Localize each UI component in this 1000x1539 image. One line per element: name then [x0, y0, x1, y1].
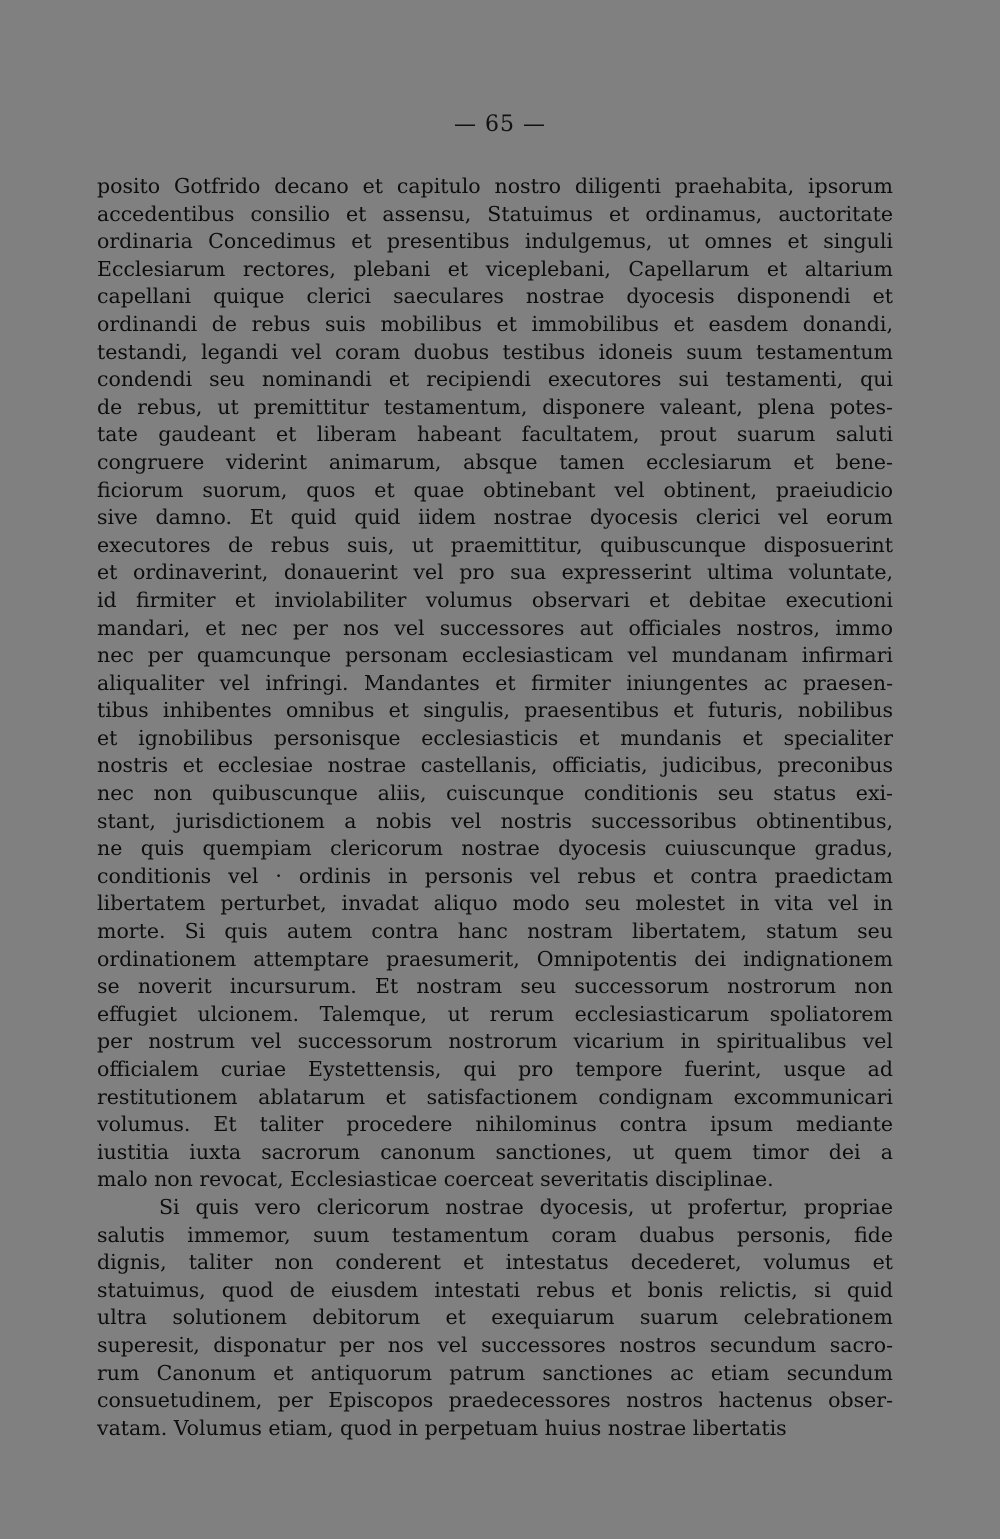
- text-line: stant, jurisdictionem a nobis vel nostris successoribus obtinentibus,: [97, 808, 893, 833]
- text-line: superesit, disponatur per nos vel successores nostros secundum sacro-: [97, 1332, 893, 1357]
- text-line: dignis, taliter non conderent et intestatus decederet, volumus et: [97, 1250, 893, 1275]
- paragraph-1: [97, 173, 893, 1194]
- text-line: ne quis quempiam clericorum nostrae dyocesis cuiuscunque gradus,: [97, 836, 893, 861]
- text-line: id firmiter et inviolabiliter volumus observari et debitae executioni: [97, 587, 893, 612]
- text-line: ordinaria Concedimus et presentibus indulgemus, ut omnes et singuli: [97, 229, 893, 254]
- text-line: volumus. Et taliter procedere nihilominus contra ipsum mediante: [97, 1112, 893, 1137]
- text-line: Ecclesiarum rectores, plebani et viceplebani, Capellarum et altarium: [97, 256, 893, 281]
- text-line: restitutionem ablatarum et satisfactionem condignam excommunicari: [97, 1084, 893, 1109]
- text-line: ultra solutionem debitorum et exequiarum suarum celebrationem: [97, 1305, 893, 1330]
- text-line: salutis immemor, suum testamentum coram duabus personis, fide: [97, 1222, 893, 1247]
- text-line: rum Canonum et antiquorum patrum sanctiones ac etiam secundum: [97, 1360, 893, 1385]
- text-line: malo non revocat, Ecclesiasticae coerceat severitatis disciplinae.: [97, 1167, 774, 1192]
- text-line: sive damno. Et quid quid iidem nostrae dyocesis clerici vel eorum: [97, 505, 893, 530]
- text-line: nec per quamcunque personam ecclesiasticam vel mundanam infirmari: [97, 643, 893, 668]
- text-line: et ordinaverint, donauerint vel pro sua expresserint ultima voluntate,: [97, 560, 893, 585]
- text-line: condendi seu nominandi et recipiendi executores sui testamenti, qui: [97, 367, 893, 392]
- text-line: consuetudinem, per Episcopos praedecessores nostros hactenus obser-: [97, 1388, 893, 1413]
- text-line: testandi, legandi vel coram duobus testibus idoneis suum testamentum: [97, 339, 893, 364]
- text-line: ordinationem attemptare praesumerit, Omnipotentis dei indignationem: [97, 946, 893, 971]
- body-text: [97, 173, 893, 1442]
- text-line: tate gaudeant et liberam habeant facultatem, prout suarum saluti: [97, 422, 893, 447]
- text-line: ficiorum suorum, quos et quae obtinebant vel obtinent, praeiudicio: [97, 477, 893, 502]
- text-line: conditionis vel · ordinis in personis vel rebus et contra praedictam: [97, 863, 893, 888]
- text-line: vatam. Volumus etiam, quod in perpetuam huius nostrae libertatis: [97, 1415, 787, 1440]
- text-line: mandari, et nec per nos vel successores aut officiales nostros, immo: [97, 615, 893, 640]
- text-line: se noverit incursurum. Et nostram seu successorum nostrorum non: [97, 974, 893, 999]
- text-line: nec non quibuscunque aliis, cuiscunque conditionis seu status exi-: [97, 781, 893, 806]
- page-number: — 65 —: [454, 112, 546, 137]
- paragraph-2: [97, 1194, 893, 1442]
- text-line: officialem curiae Eystettensis, qui pro tempore fuerint, usque ad: [97, 1057, 893, 1081]
- text-line: aliqualiter vel infringi. Mandantes et firmiter iniungentes ac praesen-: [97, 670, 893, 695]
- text-line: congruere viderint animarum, absque tamen ecclesiarum et bene-: [97, 449, 893, 474]
- text-line: libertatem perturbet, invadat aliquo modo seu molestet in vita vel in: [97, 891, 893, 916]
- text-line: tibus inhibentes omnibus et singulis, praesentibus et futuris, nobilibus: [97, 698, 893, 723]
- text-line: capellani quique clerici saeculares nostrae dyocesis disponendi et: [97, 284, 893, 309]
- text-line: et ignobilibus personisque ecclesiasticis et mundanis et specialiter: [97, 725, 893, 750]
- text-line: morte. Si quis autem contra hanc nostram libertatem, statum seu: [97, 919, 893, 944]
- text-line: accedentibus consilio et assensu, Statuimus et ordinamus, auctoritate: [97, 201, 893, 226]
- text-line: effugiet ulcionem. Talemque, ut rerum ecclesiasticarum spoliatorem: [97, 1001, 893, 1026]
- text-line: de rebus, ut premittitur testamentum, disponere valeant, plena potes-: [97, 394, 893, 419]
- text-line: iustitia iuxta sacrorum canonum sanctiones, ut quem timor dei a: [97, 1139, 893, 1164]
- text-line: posito Gotfrido decano et capitulo nostro diligenti praehabita, ipsorum: [97, 174, 893, 198]
- text-line: nostris et ecclesiae nostrae castellanis, officiatis, judicibus, preconibus: [97, 753, 893, 778]
- text-line: ordinandi de rebus suis mobilibus et immobilibus et easdem donandi,: [97, 311, 893, 336]
- text-line: per nostrum vel successorum nostrorum vicarium in spiritualibus vel: [97, 1029, 893, 1054]
- text-line: executores de rebus suis, ut praemittitur, quibuscunque disposuerint: [97, 532, 893, 557]
- text-line: Si quis vero clericorum nostrae dyocesis, ut profertur, propriae: [159, 1194, 893, 1219]
- text-line: statuimus, quod de eiusdem intestati rebus et bonis relictis, si quid: [97, 1277, 893, 1302]
